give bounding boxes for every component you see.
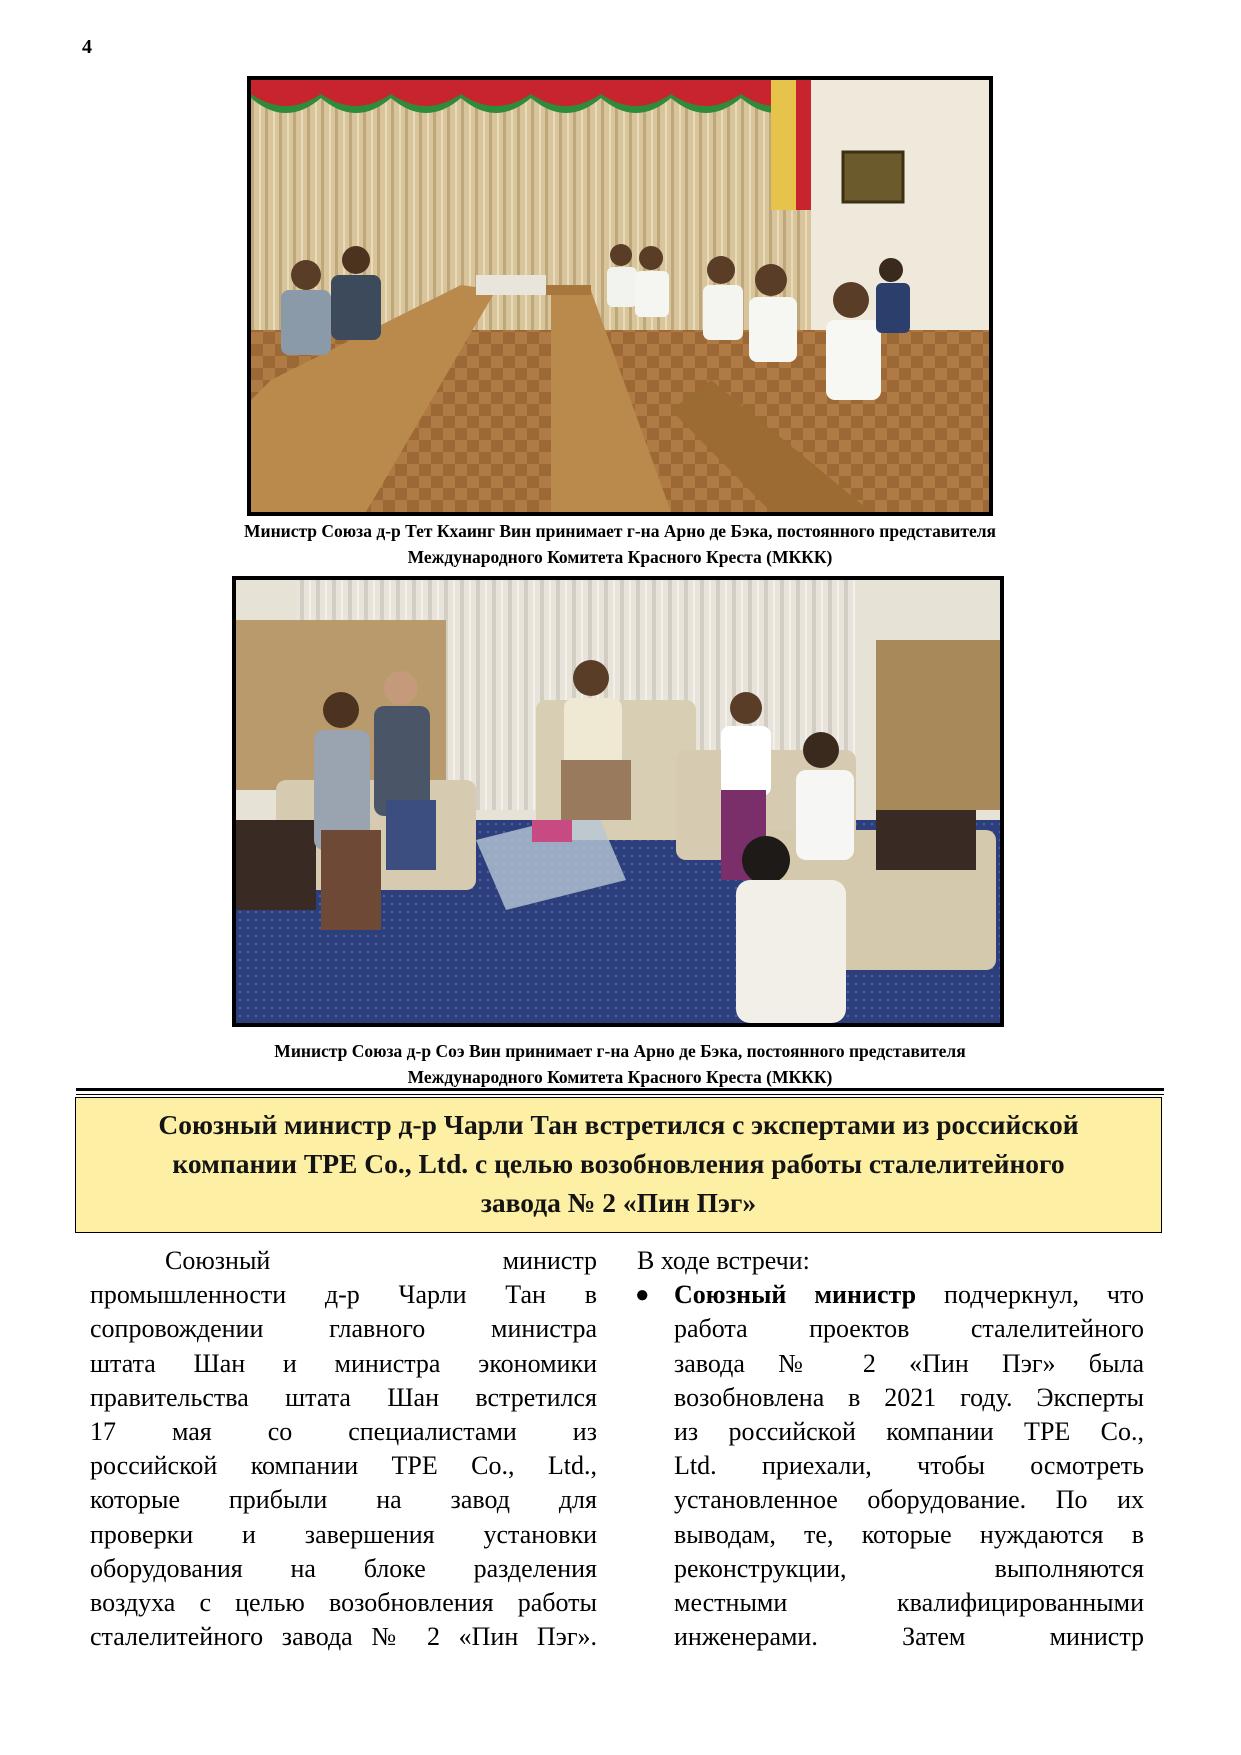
body-line: установленное оборудование. По их [674,1485,1144,1515]
divider-rule-thin [76,1094,1164,1095]
body-line: Союзный министр [165,1246,597,1275]
caption-line: Международного Комитета Красного Креста (МККК) [407,547,833,567]
article-headline [75,1097,1162,1233]
body-fragment: подчеркнул, что [916,1280,1145,1310]
bullet-dot-icon: ● [635,1282,650,1309]
body-line: из российской компании TPE Co., [674,1416,1144,1446]
body-line: Ltd. приехали, чтобы осмотреть [674,1451,1144,1481]
body-line: которые прибыли на завод для [90,1485,597,1515]
divider-rule-thick [76,1088,1164,1091]
section-intro: В ходе встречи: [637,1246,810,1275]
body-line [674,1278,1144,1312]
caption-line: Международного Комитета Красного Креста (МККК) [407,1067,833,1087]
body-line: сопровождении главного министра [90,1314,597,1344]
body-line: выводам, те, которые нуждаются в [674,1519,1144,1549]
body-line: завода № 2 «Пин Пэг» была [674,1348,1144,1378]
bullet-item [637,1278,1144,1654]
body-line: российской компании TPE Co., Ltd., [90,1451,597,1481]
body-line: воздуха с целью возобновления работы [90,1587,597,1617]
headline-line: компании TPE Co., Ltd. с целью возобновления работы сталелитейного [172,1148,1065,1179]
caption-line: Министр Союза д-р Соэ Вин принимает г-на Арно де Бэка, постоянного представителя [274,1041,966,1061]
meeting-photo-2 [232,576,1004,1027]
body-line: промышленности д-р Чарли Тан в [90,1280,597,1310]
body-line: работа проектов сталелитейного [674,1314,1144,1344]
body-line: оборудования на блоке разделения [90,1553,597,1583]
body-line: возобновлена в 2021 году. Эксперты [674,1382,1144,1412]
page-number: 4 [82,36,92,58]
body-line: реконструкции, выполняются [674,1553,1144,1583]
photo-caption-1 [120,518,1120,570]
body-line: штата Шан и министра экономики [90,1348,597,1378]
caption-line: Министр Союза д-р Тет Кхаинг Вин принимает г-на Арно де Бэка, постоянного представителя [243,521,997,541]
bold-lead: Союзный министр [674,1280,917,1310]
body-line: местными квалифицированными [674,1587,1144,1617]
body-line: инженерами. Затем министр [674,1622,1144,1652]
article-column-right [637,1244,1144,1654]
body-line: сталелитейного завода № 2 «Пин Пэг». [90,1622,597,1652]
body-line: проверки и завершения установки [90,1519,597,1549]
body-line: 17 мая со специалистами из [90,1416,597,1446]
body-line: правительства штата Шан встретился [90,1382,597,1412]
article-column-left [90,1244,597,1654]
headline-line: Союзный министр д-р Чарли Тан встретился с экспертами из российской [158,1109,1079,1140]
photo-caption-2 [120,1038,1120,1090]
headline-line: завода № 2 «Пин Пэг» [480,1187,757,1218]
meeting-photo-1 [247,76,993,516]
